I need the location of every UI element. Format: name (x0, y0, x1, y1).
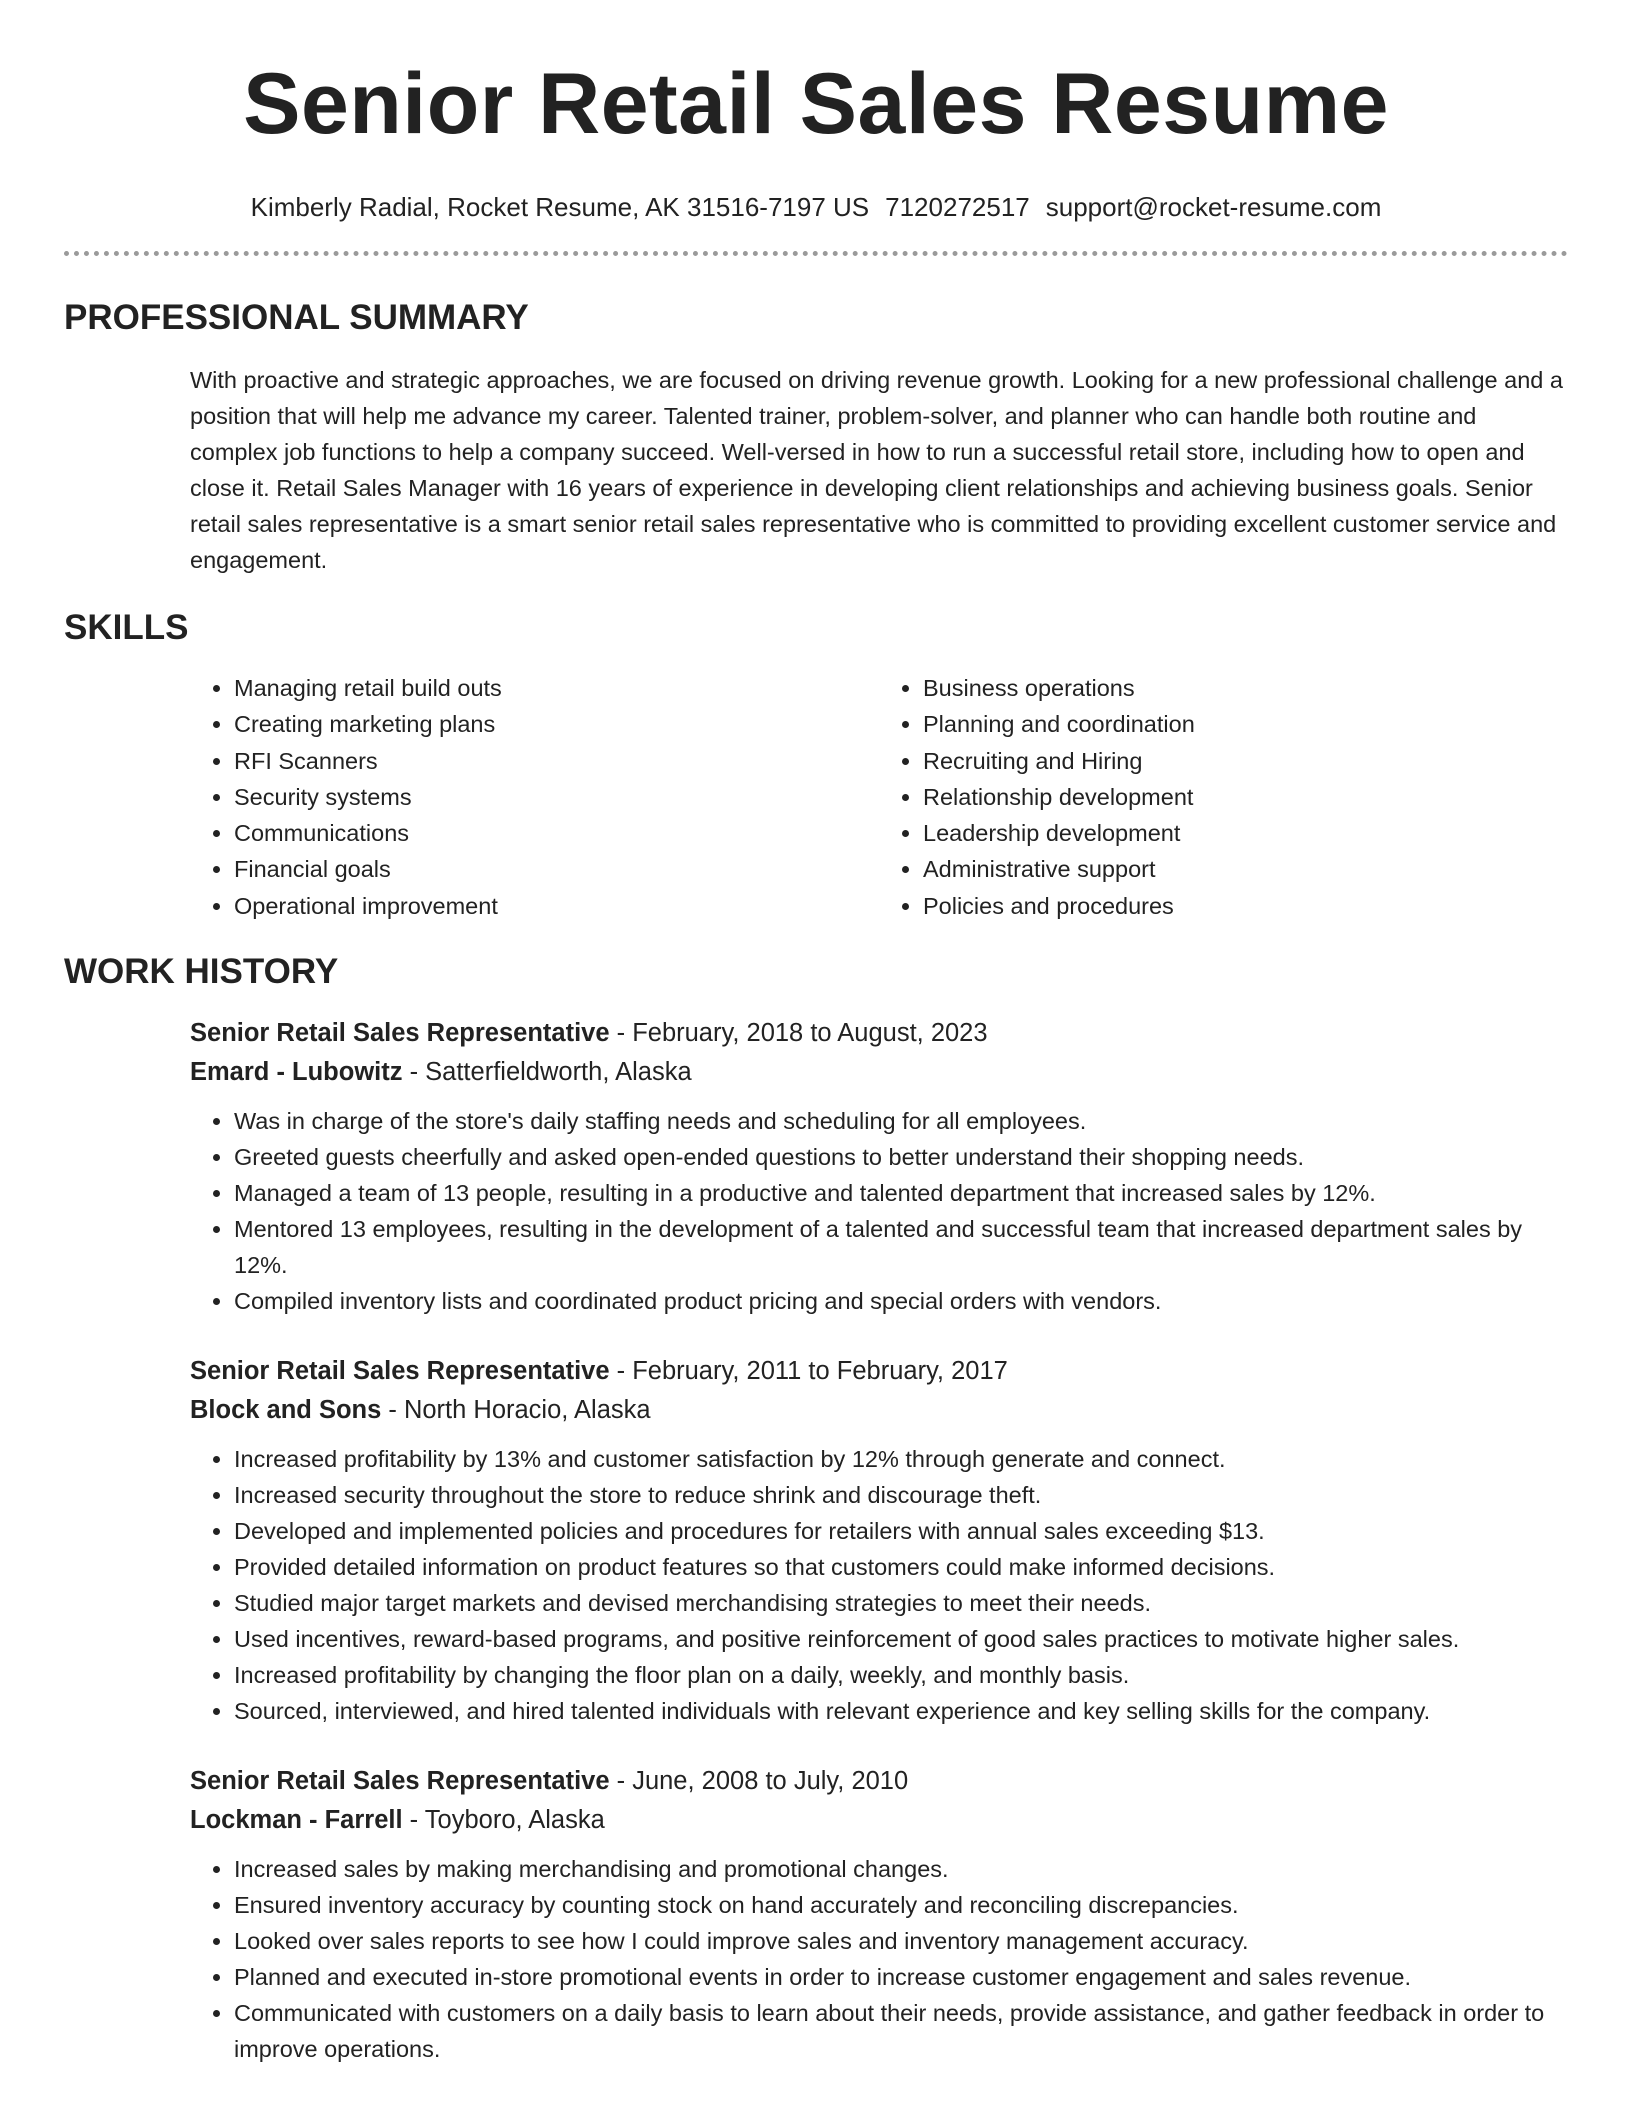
job-bullet: • Managed a team of 13 people, resulting in a productive and talented department that increased sales by 12%. (234, 1175, 1568, 1211)
skill-item: • Leadership development (923, 815, 1568, 851)
job-title: Senior Retail Sales Representative (190, 1767, 610, 1796)
resume-page (64, 0, 1568, 2067)
job-company-line (190, 1801, 1568, 1840)
skill-item: • Security systems (234, 779, 879, 815)
skills-column-right (879, 670, 1568, 924)
job-company-line (190, 1391, 1568, 1430)
job-location: - Satterfieldworth, Alaska (402, 1057, 692, 1086)
job-bullets (190, 1441, 1568, 1729)
summary-text: With proactive and strategic approaches, we are focused on driving revenue growth. Looking for a new professional challenge and a position that will help me advance my career. Talented trainer, problem-solver, and planner who can handle both routine and complex job functions to help a company succeed. Well-versed in how to run a successful retail store, including how to open and close it. Retail Sales Manager with 16 years of experience in developing client relationships and achieving business goals. Senior retail sales representative is a smart senior retail sales representative who is committed to providing excellent customer service and engagement. (190, 367, 1563, 573)
job-bullet: • Ensured inventory accuracy by counting stock on hand accurately and reconciling discrepancies. (234, 1887, 1568, 1923)
job-title-line (190, 1762, 1568, 1801)
summary-heading: PROFESSIONAL SUMMARY (64, 298, 529, 337)
header-divider (64, 251, 1568, 256)
job-dates: - June, 2008 to July, 2010 (609, 1767, 909, 1796)
resume-title: Senior Retail Sales Resume (243, 56, 1389, 152)
skill-item: • Relationship development (923, 779, 1568, 815)
job-title: Senior Retail Sales Representative (190, 1357, 610, 1386)
skill-item: • Business operations (923, 670, 1568, 706)
job-dates: - February, 2011 to February, 2017 (609, 1357, 1008, 1386)
skill-item: • Policies and procedures (923, 888, 1568, 924)
contact-email: support@rocket-resume.com (1045, 192, 1382, 222)
job-bullet: • Increased sales by making merchandising and promotional changes. (234, 1851, 1568, 1887)
job-title-line (190, 1352, 1568, 1391)
job-company: Block and Sons (190, 1395, 382, 1424)
contact-phone: 7120272517 (885, 192, 1030, 222)
job-bullet: • Developed and implemented policies and procedures for retailers with annual sales exceeding $13. (234, 1513, 1568, 1549)
job-company-line (190, 1053, 1568, 1092)
job-company: Emard - Lubowitz (190, 1057, 403, 1086)
contact-address: Kimberly Radial, Rocket Resume, AK 31516-7197 US (250, 192, 870, 222)
job-bullet: • Increased profitability by 13% and customer satisfaction by 12% through generate and connect. (234, 1441, 1568, 1477)
job-bullet: • Increased security throughout the store to reduce shrink and discourage theft. (234, 1477, 1568, 1513)
job-entry (190, 1352, 1568, 1729)
job-bullet: • Sourced, interviewed, and hired talented individuals with relevant experience and key selling skills for the company. (234, 1693, 1568, 1729)
job-bullet: • Was in charge of the store's daily staffing needs and scheduling for all employees. (234, 1103, 1568, 1139)
job-bullets (190, 1851, 1568, 2067)
skill-item: • Creating marketing plans (234, 706, 879, 742)
work-history-heading: WORK HISTORY (64, 952, 339, 992)
job-entry (190, 1762, 1568, 2067)
skill-item: • Communications (234, 815, 879, 851)
job-title: Senior Retail Sales Representative (190, 1019, 610, 1048)
job-location: - North Horacio, Alaska (381, 1395, 651, 1424)
job-bullet: • Greeted guests cheerfully and asked open-ended questions to better understand their shopping needs. (234, 1139, 1568, 1175)
job-company: Lockman - Farrell (190, 1805, 403, 1834)
job-title-line (190, 1014, 1568, 1053)
job-bullet: • Used incentives, reward-based programs, and positive reinforcement of good sales practices to motivate higher sales. (234, 1621, 1568, 1657)
job-entry (190, 1014, 1568, 1319)
skill-item: • Financial goals (234, 851, 879, 887)
job-bullet: • Studied major target markets and devised merchandising strategies to meet their needs. (234, 1585, 1568, 1621)
job-bullet: • Mentored 13 employees, resulting in the development of a talented and successful team that increased department sales by 12%. (234, 1211, 1568, 1283)
skills-column-left (190, 670, 879, 924)
skills-heading: SKILLS (64, 608, 189, 647)
skill-item: • Planning and coordination (923, 706, 1568, 742)
job-bullet: • Looked over sales reports to see how I could improve sales and inventory management accuracy. (234, 1923, 1568, 1959)
contact-line (64, 190, 1568, 224)
skill-item: • Administrative support (923, 851, 1568, 887)
job-bullet: • Planned and executed in-store promotional events in order to increase customer engagement and sales revenue. (234, 1959, 1568, 1995)
job-bullets (190, 1103, 1568, 1319)
job-bullet: • Provided detailed information on product features so that customers could make informed decisions. (234, 1549, 1568, 1585)
job-location: - Toyboro, Alaska (402, 1805, 605, 1834)
skills-grid (190, 670, 1568, 924)
skill-item: • RFI Scanners (234, 743, 879, 779)
job-bullet: • Communicated with customers on a daily basis to learn about their needs, provide assistance, and gather feedback in order to improve operations. (234, 1995, 1568, 2067)
job-dates: - February, 2018 to August, 2023 (609, 1019, 988, 1048)
job-bullet: • Compiled inventory lists and coordinated product pricing and special orders with vendors. (234, 1283, 1568, 1319)
job-bullet: • Increased profitability by changing the floor plan on a daily, weekly, and monthly basis. (234, 1657, 1568, 1693)
skill-item: • Operational improvement (234, 888, 879, 924)
skill-item: • Managing retail build outs (234, 670, 879, 706)
skill-item: • Recruiting and Hiring (923, 743, 1568, 779)
